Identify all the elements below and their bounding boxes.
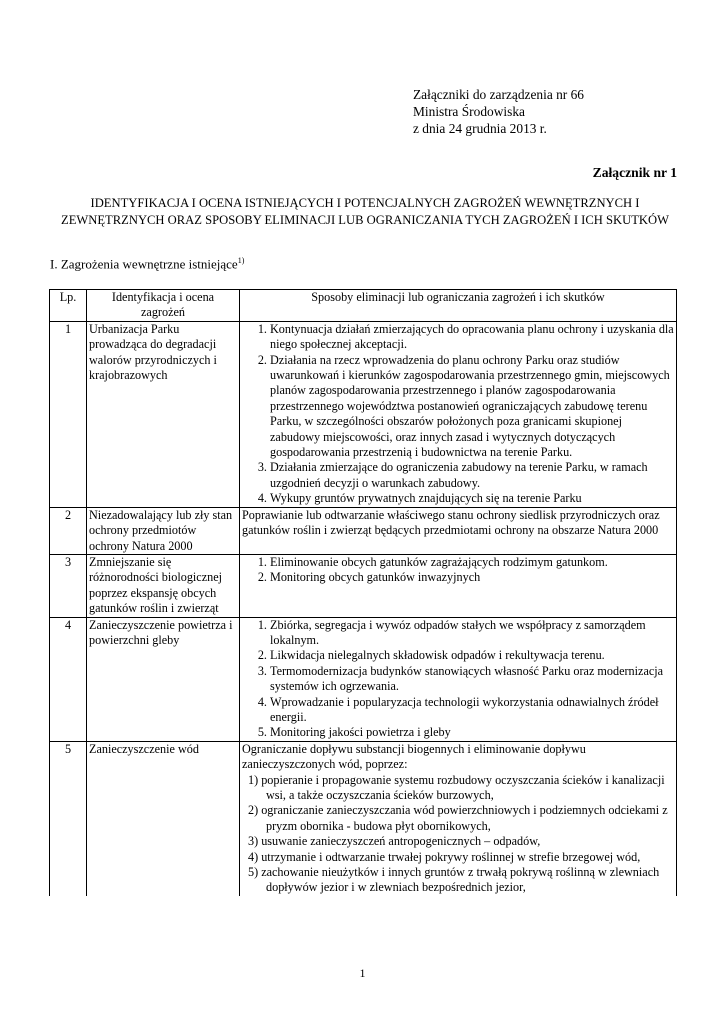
page-number: 1 (359, 966, 366, 980)
methods-list (242, 555, 674, 586)
header-lp: Lp. (50, 290, 87, 322)
list-item: 4. Wprowadzanie i popularyzacja technologii wykorzystania odnawialnych źródeł energii. (270, 695, 674, 726)
table-header-row (50, 290, 677, 322)
list-item: 5) zachowanie nieużytków i innych gruntów z trwałą pokrywą roślinną w zlewniach dopływów jezior i w zlewniach bezpośrednich jezior, (248, 865, 660, 895)
footnote-mark: 1) (237, 256, 245, 265)
threat-identification: Zmniejszanie się różnorodności biologicznej poprzez ekspansję obcych gatunków roślin i zwierząt (87, 554, 240, 617)
list-item: 2) ograniczanie zanieczyszczania wód powierzchniowych i podziemnych odciekami z pryzm obornika - budowa płyt obornikowych, (248, 803, 668, 833)
document-title: IDENTYFIKACJA I OCENA ISTNIEJĄCYCH I POTENCJALNYCH ZAGROŻEŃ WEWNĘTRZNYCH I ZEWNĘTRZNYCH ORAZ SPOSOBY ELIMINACJI LUB OGRANICZANIA TYCH ZAGROŻEŃ I ICH SKUTKÓW (61, 196, 669, 227)
threats-table (49, 289, 677, 896)
list-item: 2. Działania na rzecz wprowadzenia do planu ochrony Parku oraz studiów uwarunkowań i kierunków zagospodarowania przestrzennego gmin, miejscowych planów zagospodarowania przestrzennego i planów zagospodarowania przestrzennego województwa postanowień ograniczających zabudowę terenu Parku, w szczególności obszarów położonych poza granicami skupionej zabudowy miejscowości, oraz innych zasad i wytycznych dotyczących gospodarowania przestrzenią i budownictwa na terenie Parku. (270, 353, 674, 461)
row-number: 4 (50, 617, 87, 741)
mitigation-methods (240, 741, 677, 896)
row-number: 1 (50, 321, 87, 507)
row-number: 3 (50, 554, 87, 617)
annex-label: Załącznik nr 1 (592, 165, 677, 180)
header-methods: Sposoby eliminacji lub ograniczania zagrożeń i ich skutków (240, 290, 677, 322)
list-item: 1. Eliminowanie obcych gatunków zagrażających rodzimym gatunkom. (270, 555, 674, 570)
list-item: 4. Wykupy gruntów prywatnych znajdujących się na terenie Parku (270, 491, 674, 506)
table-row (50, 554, 677, 617)
section-title (50, 256, 244, 272)
methods-intro: Poprawianie lub odtwarzanie właściwego stanu ochrony siedlisk przyrodniczych oraz gatunków roślin i zwierząt będących przedmiotami ochrony na obszarze Natura 2000 (242, 507, 660, 538)
ordinance-line-1: Załączniki do zarządzenia nr 66 (413, 87, 585, 102)
table-row (50, 741, 677, 896)
table-row (50, 507, 677, 554)
table-row (50, 617, 677, 741)
threat-identification: Zanieczyszczenie wód (87, 741, 240, 896)
threat-identification: Urbanizacja Parku prowadząca do degradacji walorów przyrodniczych i krajobrazowych (87, 321, 240, 507)
table-row (50, 321, 677, 507)
list-item: 5. Monitoring jakości powietrza i gleby (270, 725, 674, 740)
list-item: 3) usuwanie zanieczyszczeń antropogenicznych – odpadów, (248, 834, 541, 849)
list-item: 2. Monitoring obcych gatunków inwazyjnych (270, 570, 674, 585)
ordinance-line-3: z dnia 24 grudnia 2013 r. (413, 121, 547, 136)
list-item: 1. Kontynuacja działań zmierzających do opracowania planu ochrony i uzyskania dla niego społecznej akceptacji. (270, 322, 674, 353)
list-item: 3. Działania zmierzające do ograniczenia zabudowy na terenie Parku, w ramach uzgodnień decyzji o warunkach zabudowy. (270, 460, 674, 491)
list-item: 4) utrzymanie i odtwarzanie trwałej pokrywy roślinnej w strefie brzegowej wód, (248, 849, 641, 864)
threat-identification: Niezadowalający lub zły stan ochrony przedmiotów ochrony Natura 2000 (87, 507, 240, 554)
ordinance-reference (413, 86, 584, 137)
mitigation-methods (240, 507, 677, 554)
list-item: 2. Likwidacja nielegalnych składowisk odpadów i rekultywacja terenu. (270, 648, 674, 663)
threat-identification: Zanieczyszczenie powietrza i powierzchni gleby (87, 617, 240, 741)
mitigation-methods (240, 554, 677, 617)
mitigation-methods (240, 321, 677, 507)
methods-intro: Ograniczanie dopływu substancji biogennych i eliminowanie dopływu zanieczyszczonych wód, poprzez: (242, 741, 586, 772)
row-number: 5 (50, 741, 87, 896)
mitigation-methods (240, 617, 677, 741)
list-item: 1. Zbiórka, segregacja i wywóz odpadów stałych we współpracy z samorządem lokalnym. (270, 618, 674, 649)
header-identification: Identyfikacja i ocena zagrożeń (87, 290, 240, 322)
section-title-text: I. Zagrożenia wewnętrzne istniejące (50, 256, 238, 272)
row-number: 2 (50, 507, 87, 554)
list-item: 1) popieranie i propagowanie systemu rozbudowy oczyszczania ścieków i kanalizacji wsi, a także oczyszczania ścieków burzowych, (248, 772, 665, 802)
methods-list (242, 618, 674, 741)
methods-list (242, 773, 674, 896)
methods-list (242, 322, 674, 507)
list-item: 3. Termomodernizacja budynków stanowiących własność Parku oraz modernizacja systemów ich ogrzewania. (270, 664, 674, 695)
ordinance-line-2: Ministra Środowiska (413, 104, 525, 119)
